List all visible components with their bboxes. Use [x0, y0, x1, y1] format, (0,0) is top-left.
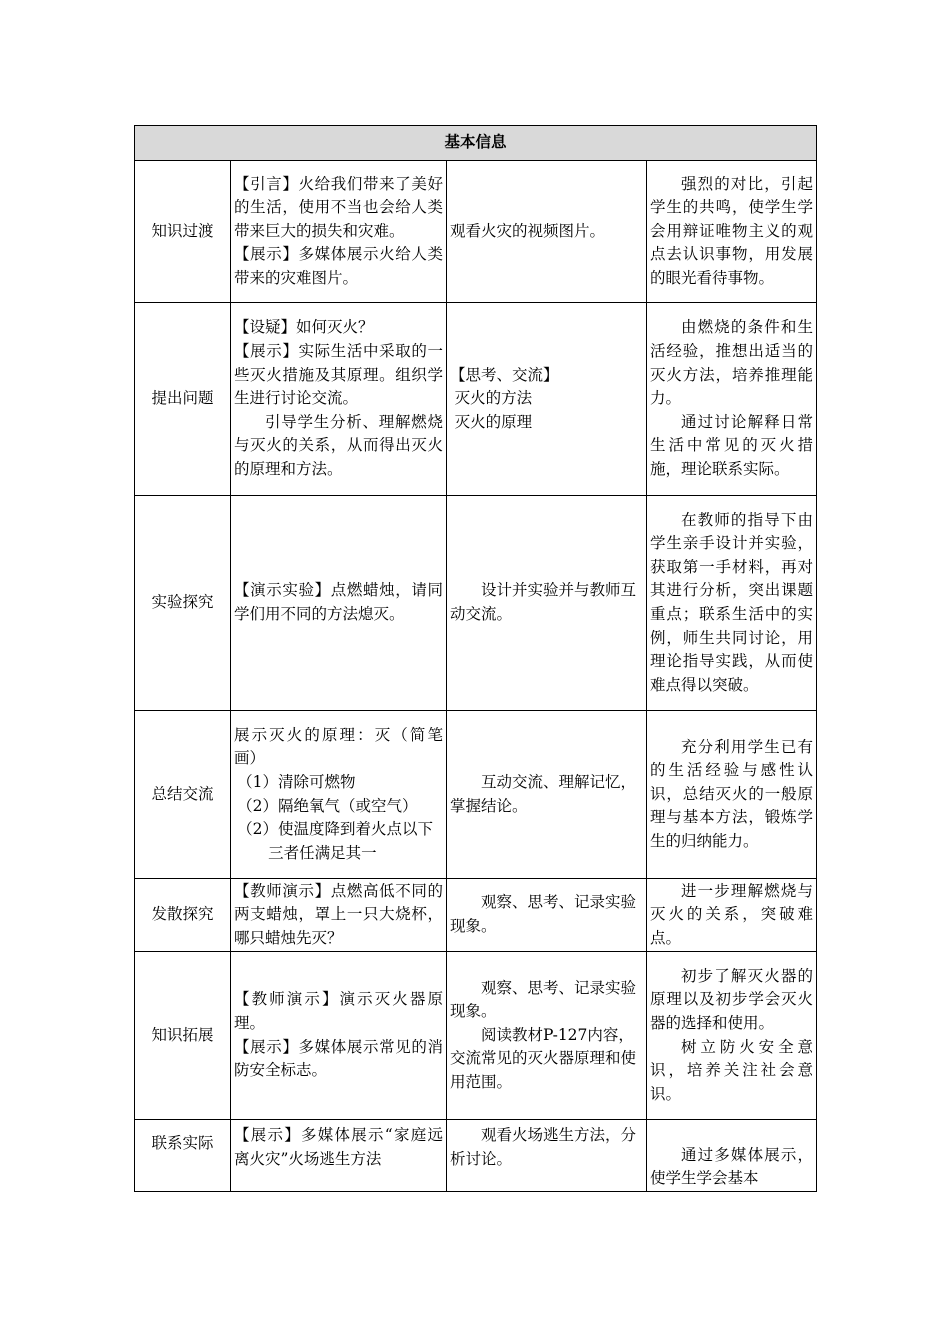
student-activity-cell — [447, 496, 647, 711]
table-row — [135, 161, 817, 303]
student-text: 设计并实验并与教师互动交流。 — [450, 581, 637, 623]
teacher-text: 【展示】多媒体展示常见的消防安全标志。 — [234, 1037, 443, 1080]
intent-text: 树立防火安全意识，培养关注社会意识。 — [650, 1037, 814, 1103]
student-text: 阅读教材P-127内容，交流常见的灭火器原理和使用范围。 — [450, 1025, 637, 1091]
intent-text: 由燃烧的条件和生活经验，推想出适当的灭火方法，培养推理能力。 — [650, 318, 814, 408]
stage-cell: 实验探究 — [135, 496, 231, 711]
design-intent-cell — [647, 711, 817, 879]
stage-cell: 知识拓展 — [135, 952, 231, 1120]
intent-text: 初步了解灭火器的原理以及初步学会灭火器的选择和使用。 — [650, 966, 814, 1032]
stage-cell: 知识过渡 — [135, 161, 231, 303]
design-intent-cell — [647, 879, 817, 952]
stage-cell: 提出问题 — [135, 303, 231, 496]
lesson-plan-table — [134, 125, 817, 1192]
teacher-text: （2）隔绝氧气（或空气） — [237, 796, 418, 815]
student-text: 【思考、交流】 — [450, 365, 559, 384]
intent-text: 进一步理解燃烧与灭火的关系，突破难点。 — [650, 881, 814, 947]
teacher-activity-cell — [231, 879, 447, 952]
intent-text: 强烈的对比，引起学生的共鸣，使学生学会用辩证唯物主义的观点去认识事物，用发展的眼光看待事物。 — [650, 174, 814, 287]
teacher-text: 三者任满足其一 — [268, 843, 377, 862]
table-row — [135, 496, 817, 711]
teacher-text: 【演示实验】点燃蜡烛，请同学们用不同的方法熄灭。 — [234, 581, 443, 623]
teacher-activity-cell — [231, 711, 447, 879]
student-text: 灭火的方法 — [454, 389, 533, 408]
student-activity-cell — [447, 952, 647, 1120]
table-row — [135, 879, 817, 952]
table-header-row — [135, 126, 817, 161]
student-activity-cell — [447, 879, 647, 952]
design-intent-cell — [647, 161, 817, 303]
teacher-text: 【教师演示】点燃高低不同的两支蜡烛，罩上一只大烧杯，哪只蜡烛先灭？ — [234, 881, 443, 947]
teacher-activity-cell — [231, 496, 447, 711]
design-intent-cell — [647, 496, 817, 711]
student-activity-cell — [447, 711, 647, 879]
stage-cell: 总结交流 — [135, 711, 231, 879]
student-activity-cell — [447, 303, 647, 496]
table-row — [135, 1120, 817, 1192]
teacher-text: （1）清除可燃物 — [237, 772, 356, 791]
teacher-text: 展示灭火的原理：灭（简笔画） — [234, 725, 443, 768]
teacher-activity-cell — [231, 161, 447, 303]
design-intent-cell — [647, 952, 817, 1120]
teacher-text: 【展示】多媒体展示火给人类带来的灾难图片。 — [234, 245, 443, 287]
teacher-text: 【展示】多媒体展示“家庭远离火灾”火场逃生方法 — [234, 1126, 443, 1168]
student-text: 互动交流、理解记忆，掌握结论。 — [450, 772, 637, 815]
teacher-text: 【展示】实际生活中采取的一些灭火措施及其原理。组织学生进行讨论交流。 — [234, 342, 443, 408]
intent-text: 在教师的指导下由学生亲手设计并实验，获取第一手材料，再对其进行分析，突出课题重点；联系生活中的实例，师生共同讨论，用理论指导实践，从而使难点得以突破。 — [650, 510, 814, 694]
table-header: 基本信息 — [135, 126, 817, 161]
teacher-text: 【教师演示】演示灭火器原理。 — [234, 990, 443, 1032]
student-activity-cell — [447, 161, 647, 303]
intent-text: 通过讨论解释日常生活中常见的灭火措施，理论联系实际。 — [650, 412, 814, 478]
teacher-text: 【设疑】如何灭火？ — [234, 318, 374, 337]
intent-text: 通过多媒体展示，使学生学会基本 — [650, 1145, 814, 1188]
student-text: 观察、思考、记录实验现象。 — [450, 893, 637, 935]
teacher-text: 【引言】火给我们带来了美好的生活，使用不当也会给人类带来巨大的损失和灾难。 — [234, 174, 443, 240]
student-text: 观看火场逃生方法，分析讨论。 — [450, 1126, 637, 1168]
teacher-activity-cell — [231, 952, 447, 1120]
student-text: 观察、思考、记录实验现象。 — [450, 978, 637, 1021]
table-row — [135, 711, 817, 879]
student-text: 观看火灾的视频图片。 — [450, 221, 606, 240]
design-intent-cell — [647, 1120, 817, 1192]
teacher-text: 引导学生分析、理解燃烧与灭火的关系，从而得出灭火的原理和方法。 — [234, 412, 443, 478]
teacher-text: （2）使温度降到着火点以下 — [237, 820, 433, 839]
design-intent-cell — [647, 303, 817, 496]
teacher-activity-cell — [231, 303, 447, 496]
stage-cell: 发散探究 — [135, 879, 231, 952]
stage-cell: 联系实际 — [135, 1120, 231, 1192]
teacher-activity-cell — [231, 1120, 447, 1192]
intent-text: 充分利用学生已有的生活经验与感性认识，总结灭火的一般原理与基本方法，锻炼学生的归纳能力。 — [650, 737, 814, 850]
table-row — [135, 303, 817, 496]
student-activity-cell — [447, 1120, 647, 1192]
table-row — [135, 952, 817, 1120]
student-text: 灭火的原理 — [454, 412, 533, 431]
